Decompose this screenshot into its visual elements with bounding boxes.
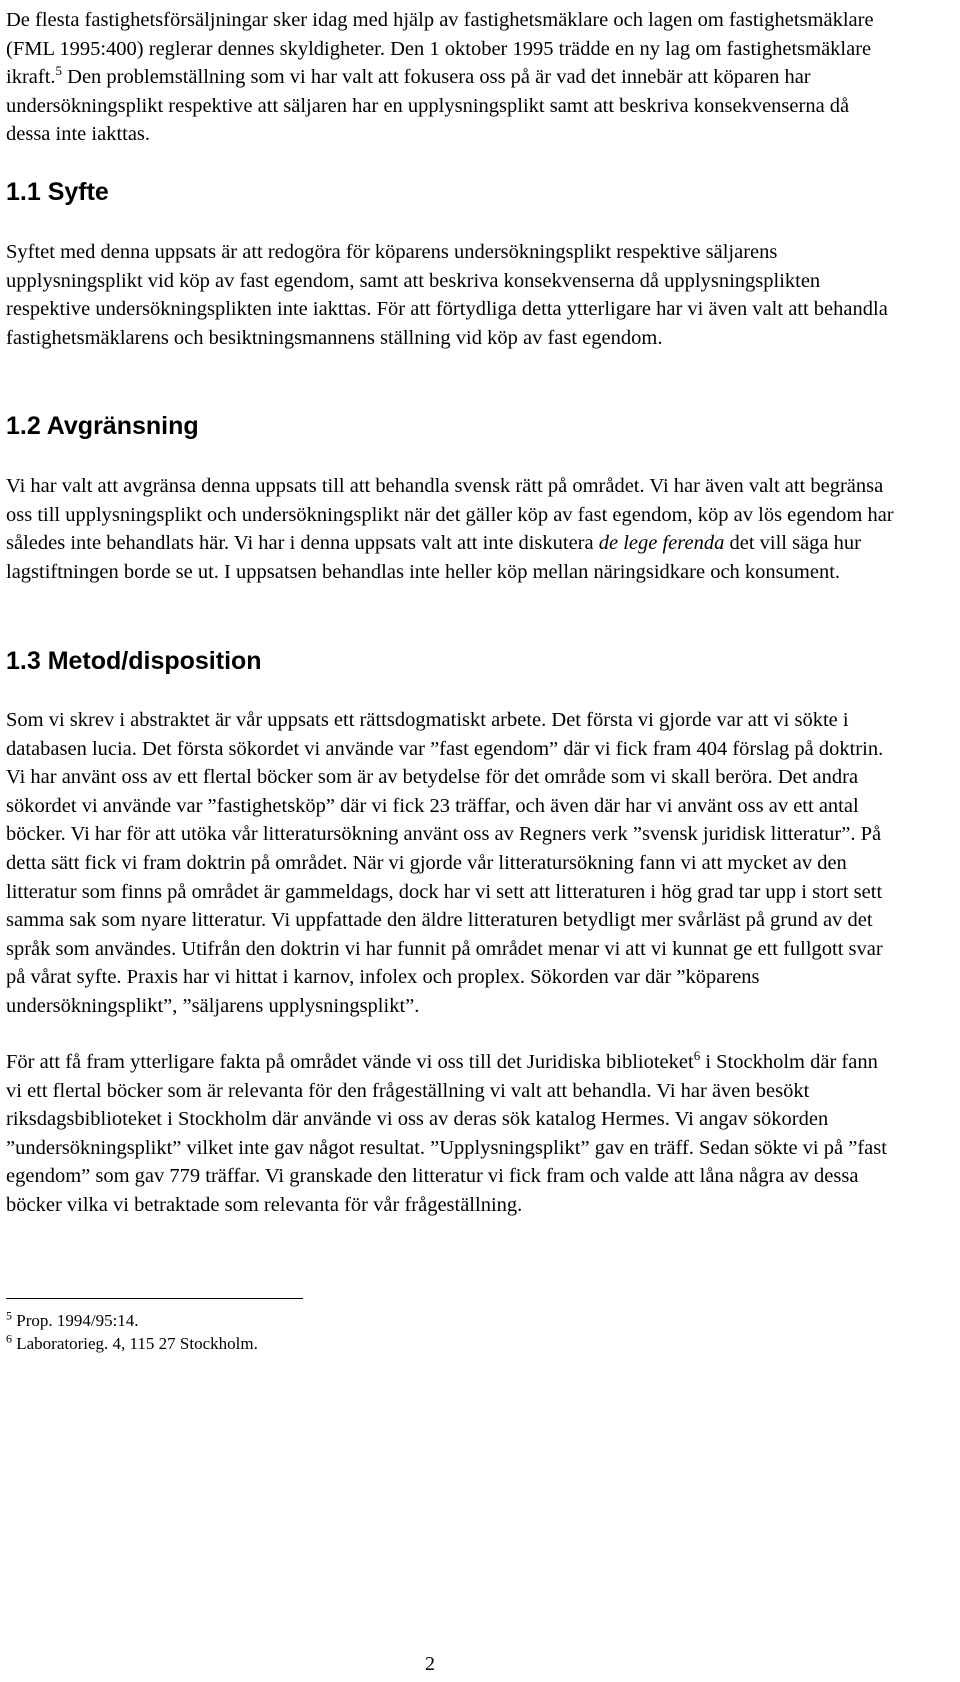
- metod-p2-part2: i Stockholm där fann vi ett flertal böcker som är relevanta för den frågeställning vi valt att behandla. Vi har även besökt riksdagsbiblioteket i Stockholm där använde vi oss av deras sök katalog Hermes. Vi angav sökorden ”undersökningsplikt” vilket inte gav något resultat. ”Upplysningsplikt” gav en träff. Sedan sökte vi på ”fast egendom” som gav 779 träffar. Vi granskade den litteratur vi fick fram och valde att låna några av dessa böcker vilka vi betraktade som relevanta för vår frågeställning.: [6, 1051, 887, 1216]
- section-text-syfte: Syftet med denna uppsats är att redogöra för köparens undersökningsplikt respektive säljarens upplysningsplikt vid köp av fast egendom, samt att beskriva konsekvenserna då upplysningsplikten respektive undersökningsplikten inte iakttas. För att förtydliga detta ytterligare har vi även valt att behandla fastighetsmäklarens och besiktningsmannens ställning vid köp av fast egendom.: [6, 241, 888, 349]
- footnote-text-5: Prop. 1994/95:14.: [12, 1311, 139, 1330]
- page-number: 2: [425, 1653, 435, 1675]
- footnote-number-6: 6: [6, 1331, 12, 1346]
- section-text-avgransning: [6, 472, 896, 586]
- metod-paragraph-1: Som vi skrev i abstraktet är vår uppsats ett rättsdogmatiskt arbete. Det första vi gjorde var att vi sökte i databasen lucia. Det första sökordet vi använde var ”fast egendom” där vi fick fram 404 förslag på doktrin. Vi har använt oss av ett flertal böcker som är av betydelse för det område som vi skall beröra. Det andra sökordet vi använde var ”fastighetsköp” där vi fick 23 träffar, och även där har vi använt oss av ett antal böcker. Vi har för att utöka vår litteratursökning använt oss av Regners verk ”svensk juridisk litteratur”. På detta sätt fick vi fram doktrin på området. När vi gjorde vår litteratursökning fann vi att mycket av den litteratur som finns på området är gammeldags, dock har vi sett att litteraturen i hög grad tar upp i stort sett samma sak som nyare litteratur. Vi uppfattade den äldre litteraturen betydligt mer svårläst på grund av det språk som användes. Utifrån den doktrin vi har funnit på området menar vi att vi kunnat ge ett fullgott svar på vårat syfte. Praxis har vi hittat i karnov, infolex och proplex. Sökorden var där ”köparens undersökningsplikt”, ”säljarens upplysningsplikt”.: [6, 709, 884, 1017]
- section-heading-avgransning: 1.2 Avgränsning: [6, 412, 199, 440]
- avgransning-text-start: Vi har valt att avgränsa denna uppsats till att behandla svensk rätt på området. Vi har även valt att begränsa oss till upplysningsplikt och undersökningsplikt när det gäller köp av fast egendom, köp av lös egendom har således inte behandlats här. Vi har i denna uppsats valt att inte diskutera: [6, 475, 894, 555]
- footnote-number-5: 5: [6, 1308, 12, 1323]
- intro-text-part2: Den problemställning som vi har valt att fokusera oss på är vad det innebär att köparen har undersökningsplikt respektive att säljaren har en upplysningsplikt samt att beskriva konsekvenserna då dessa inte iakttas.: [6, 66, 850, 146]
- footnote-reference-5[interactable]: 5: [55, 63, 63, 79]
- intro-text-part1: De flesta fastighetsförsäljningar sker idag med hjälp av fastighetsmäklare och lagen om fastighetsmäklare (FML 1995:400) reglerar dennes skyldigheter. Den 1 oktober 1995 trädde en ny lag om fastighetsmäklare ikraft.: [6, 9, 874, 89]
- section-heading-metod: 1.3 Metod/disposition: [6, 647, 262, 675]
- italic-term: de lege ferenda: [598, 532, 725, 555]
- footnote-separator: [6, 1298, 303, 1299]
- metod-p2-part1: För att få fram ytterligare fakta på området vände vi oss till det Juridiska biblioteket: [6, 1051, 694, 1073]
- metod-paragraph-2: [6, 1048, 896, 1220]
- footnote-5: [6, 1308, 139, 1331]
- section-heading-syfte: 1.1 Syfte: [6, 178, 109, 206]
- footnote-6: [6, 1331, 258, 1354]
- footnote-text-6: Laboratorieg. 4, 115 27 Stockholm.: [12, 1334, 258, 1353]
- avgransning-text-end: det vill säga hur lagstiftningen borde se ut. I uppsatsen behandlas inte heller köp mellan näringsidkare och konsument.: [6, 532, 861, 583]
- footnote-reference-6[interactable]: 6: [693, 1048, 701, 1064]
- intro-paragraph: [6, 6, 896, 149]
